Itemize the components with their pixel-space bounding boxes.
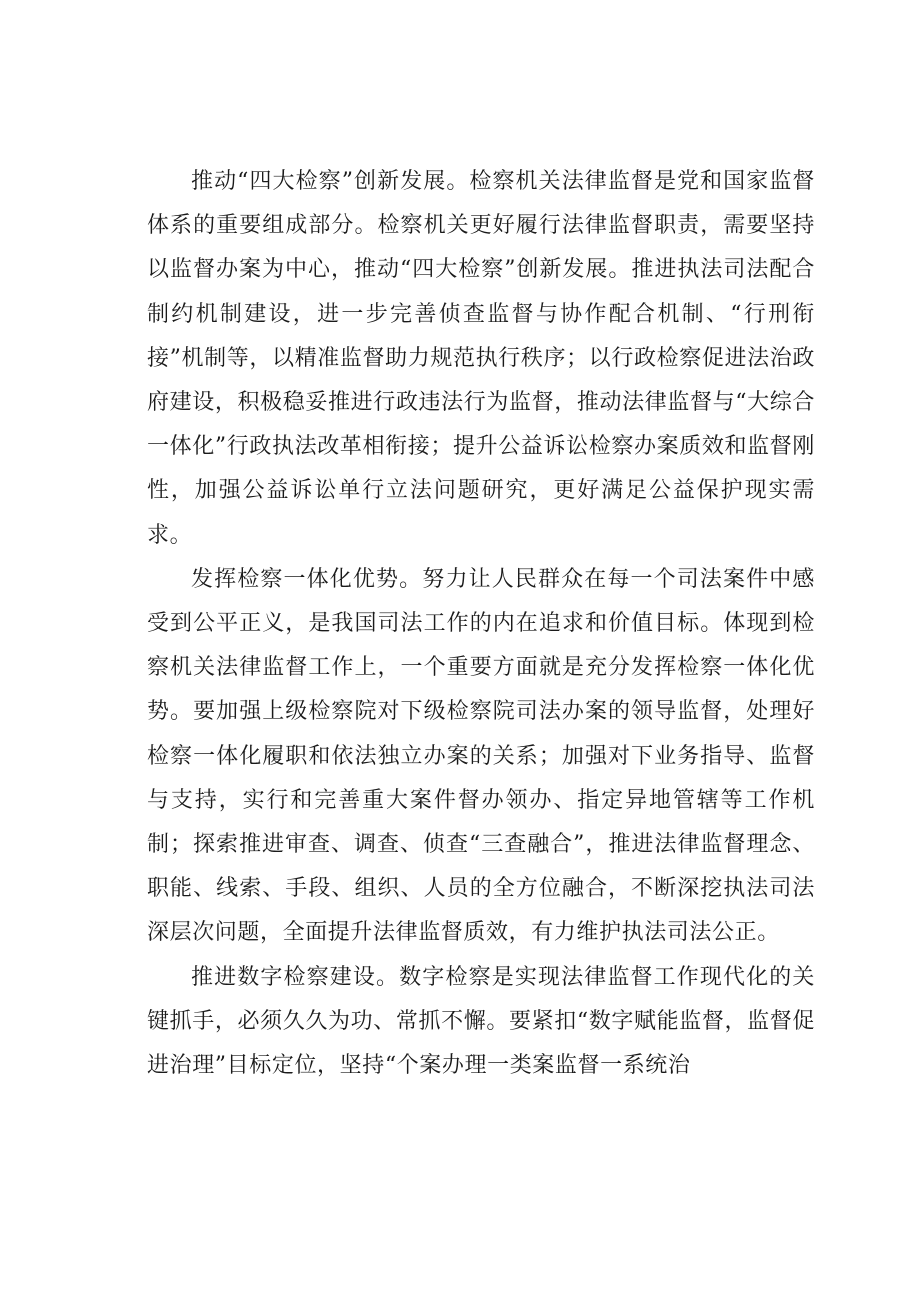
paragraph-procuratorial-integration: 发挥检察一体化优势。努力让人民群众在每一个司法案件中感受到公平正义，是我国司法工作的内在追求和价值目标。体现到检察机关法律监督工作上，一个重要方面就是充分发挥检察一体化优势。要加强上级检察院对下级检察院司法办案的领导监督，处理好检察一体化履职和依法独立办案的关系；加强对下业务指导、监督与支持，实行和完善重大案件督办领办、指定异地管辖等工作机制；探索推进审查、调查、侦查“三查融合”，推进法律监督理念、职能、线索、手段、组织、人员的全方位融合，不断深挖执法司法深层次问题，全面提升法律监督质效，有力维护执法司法公正。 [147, 566, 815, 946]
paragraph-four-procuratorates: 推动“四大检察”创新发展。检察机关法律监督是党和国家监督体系的重要组成部分。检察机关更好履行法律监督职责，需要坚持以监督办案为中心，推动“四大检察”创新发展。推进执法司法配合制约机制建设，进一步完善侦查监督与协作配合机制、“行刑衔接”机制等，以精准监督助力规范执行秩序；以行政检察促进法治政府建设，积极稳妥推进行政违法行为监督，推动法律监督与“大综合一体化”行政执法改革相衔接；提升公益诉讼检察办案质效和监督刚性，加强公益诉讼单行立法问题研究，更好满足公益保护现实需求。 [147, 169, 815, 548]
document-body [147, 160, 815, 1088]
paragraph-digital-procuratorate: 推进数字检察建设。数字检察是实现法律监督工作现代化的关键抓手，必须久久为功、常抓不懈。要紧扣“数字赋能监督，监督促进治理”目标定位，坚持“个案办理一类案监督一系统治 [147, 964, 815, 1079]
